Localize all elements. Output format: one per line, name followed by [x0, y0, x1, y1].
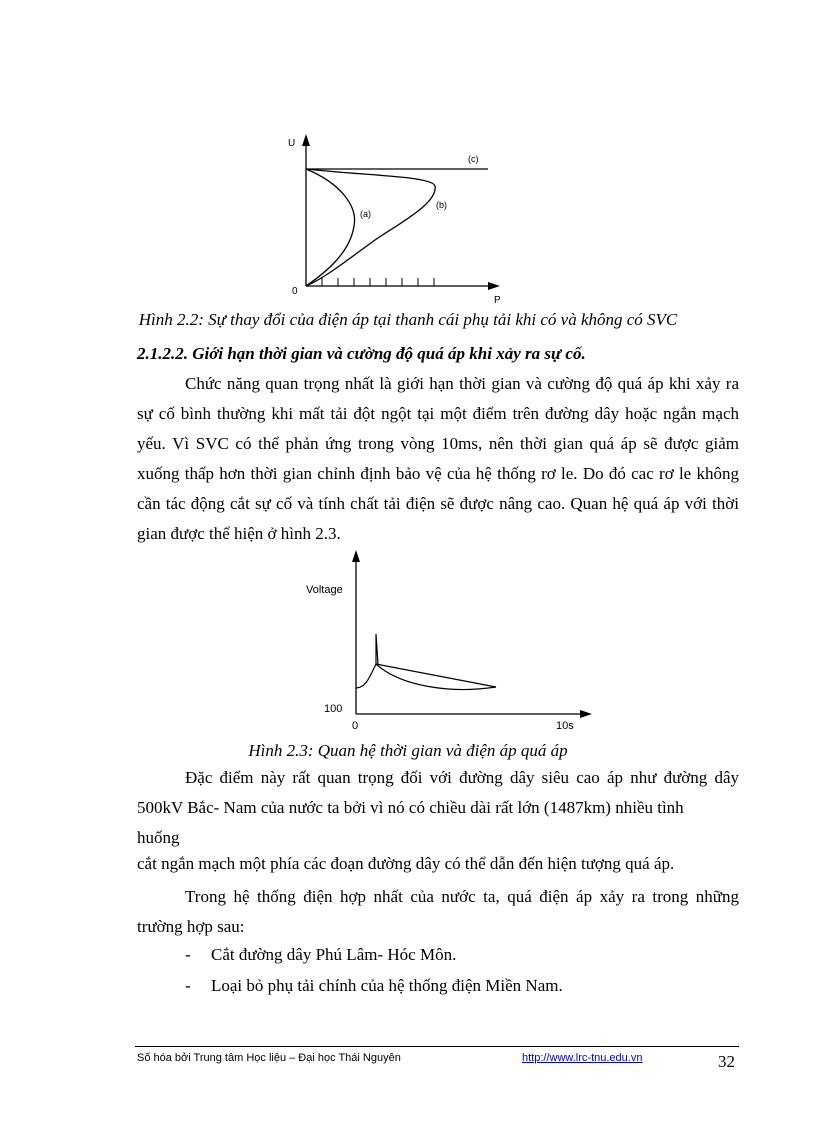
x-axis-arrow: [580, 710, 592, 718]
bullet-marker: -: [185, 945, 191, 964]
y-axis-arrow: [302, 134, 310, 146]
label-u: U: [288, 138, 296, 149]
label-p: P: [494, 295, 501, 306]
bullet-text: Loại bỏ phụ tải chính của hệ thống điện Miền Nam.: [211, 976, 563, 995]
x-axis-arrow: [488, 282, 500, 290]
paragraph-2: Đặc điểm này rất quan trọng đối với đường dây siêu cao áp như đường dây 500kV Bắc- Nam của nước ta bởi vì nó có chiều dài rất lớn (1487km) nhiều tình: [137, 768, 739, 817]
figure-2-2-caption: Hình 2.2: Sự thay đổi của điện áp tại thanh cái phụ tải khi có và không có SVC: [138, 310, 678, 329]
label-0: 0: [352, 720, 359, 732]
label-10s: 10s: [556, 720, 574, 732]
footer-divider: [135, 1046, 739, 1047]
x-axis-ticks: [322, 278, 434, 286]
label-origin: 0: [292, 286, 298, 297]
footer-source: Số hóa bởi Trung tâm Học liệu – Đại học Thái Nguyên: [137, 1052, 401, 1064]
y-axis-arrow: [352, 550, 360, 562]
curve-a: [306, 169, 355, 286]
figure-2-3-caption: Hình 2.3: Quan hệ thời gian và điện áp quá áp: [248, 741, 568, 760]
page-number: 32: [718, 1052, 735, 1071]
paragraph-2-word: huống: [137, 828, 180, 847]
footer-link[interactable]: http://www.lrc-tnu.edu.vn: [522, 1052, 643, 1064]
paragraph-3: Trong hệ thống điện hợp nhất của nước ta, quá điện áp xảy ra trong những trường hợp sau:: [137, 887, 739, 936]
bullet-text: Cắt đường dây Phú Lâm- Hóc Môn.: [211, 945, 457, 964]
label-100: 100: [324, 703, 343, 715]
voltage-spike: [376, 634, 378, 664]
bullet-item: [185, 945, 456, 965]
figure-2-3-graph: [300, 548, 600, 738]
section-heading: 2.1.2.2. Giới hạn thời gian và cường độ quá áp khi xảy ra sự cố.: [137, 344, 586, 363]
curve-b: [306, 169, 435, 286]
voltage-rise: [356, 664, 376, 688]
bullet-item: [185, 976, 563, 996]
paragraph-2-continuation: cắt ngắn mạch một phía các đoạn đường dây có thể dẫn đến hiện tượng quá áp.: [137, 854, 675, 873]
label-a: (a): [360, 209, 371, 219]
paragraph-1: Chức năng quan trọng nhất là giới hạn thời gian và cường độ quá áp khi xảy ra sự cố bình thường khi mất tải đột ngột tại một điểm trên đường dây hoặc ngắn mạch yếu. Vì SVC có thể phản ứng trong vòng 10ms, nên thời gian quá áp sẽ được giảm xuống thấp hơn thời gian chỉnh định bảo vệ của hệ thống rơ le. Do đó cac rơ le không cần tác động cắt sự cố và tính chất tải điện sẽ được nâng cao. Quan hệ quá áp với thời gian được thể hiện ở hình 2.3.: [137, 374, 739, 543]
figure-2-2-graph: [280, 128, 520, 308]
bullet-marker: -: [185, 976, 191, 995]
label-b: (b): [436, 200, 447, 210]
label-voltage: Voltage: [306, 584, 343, 596]
label-c: (c): [468, 154, 479, 164]
